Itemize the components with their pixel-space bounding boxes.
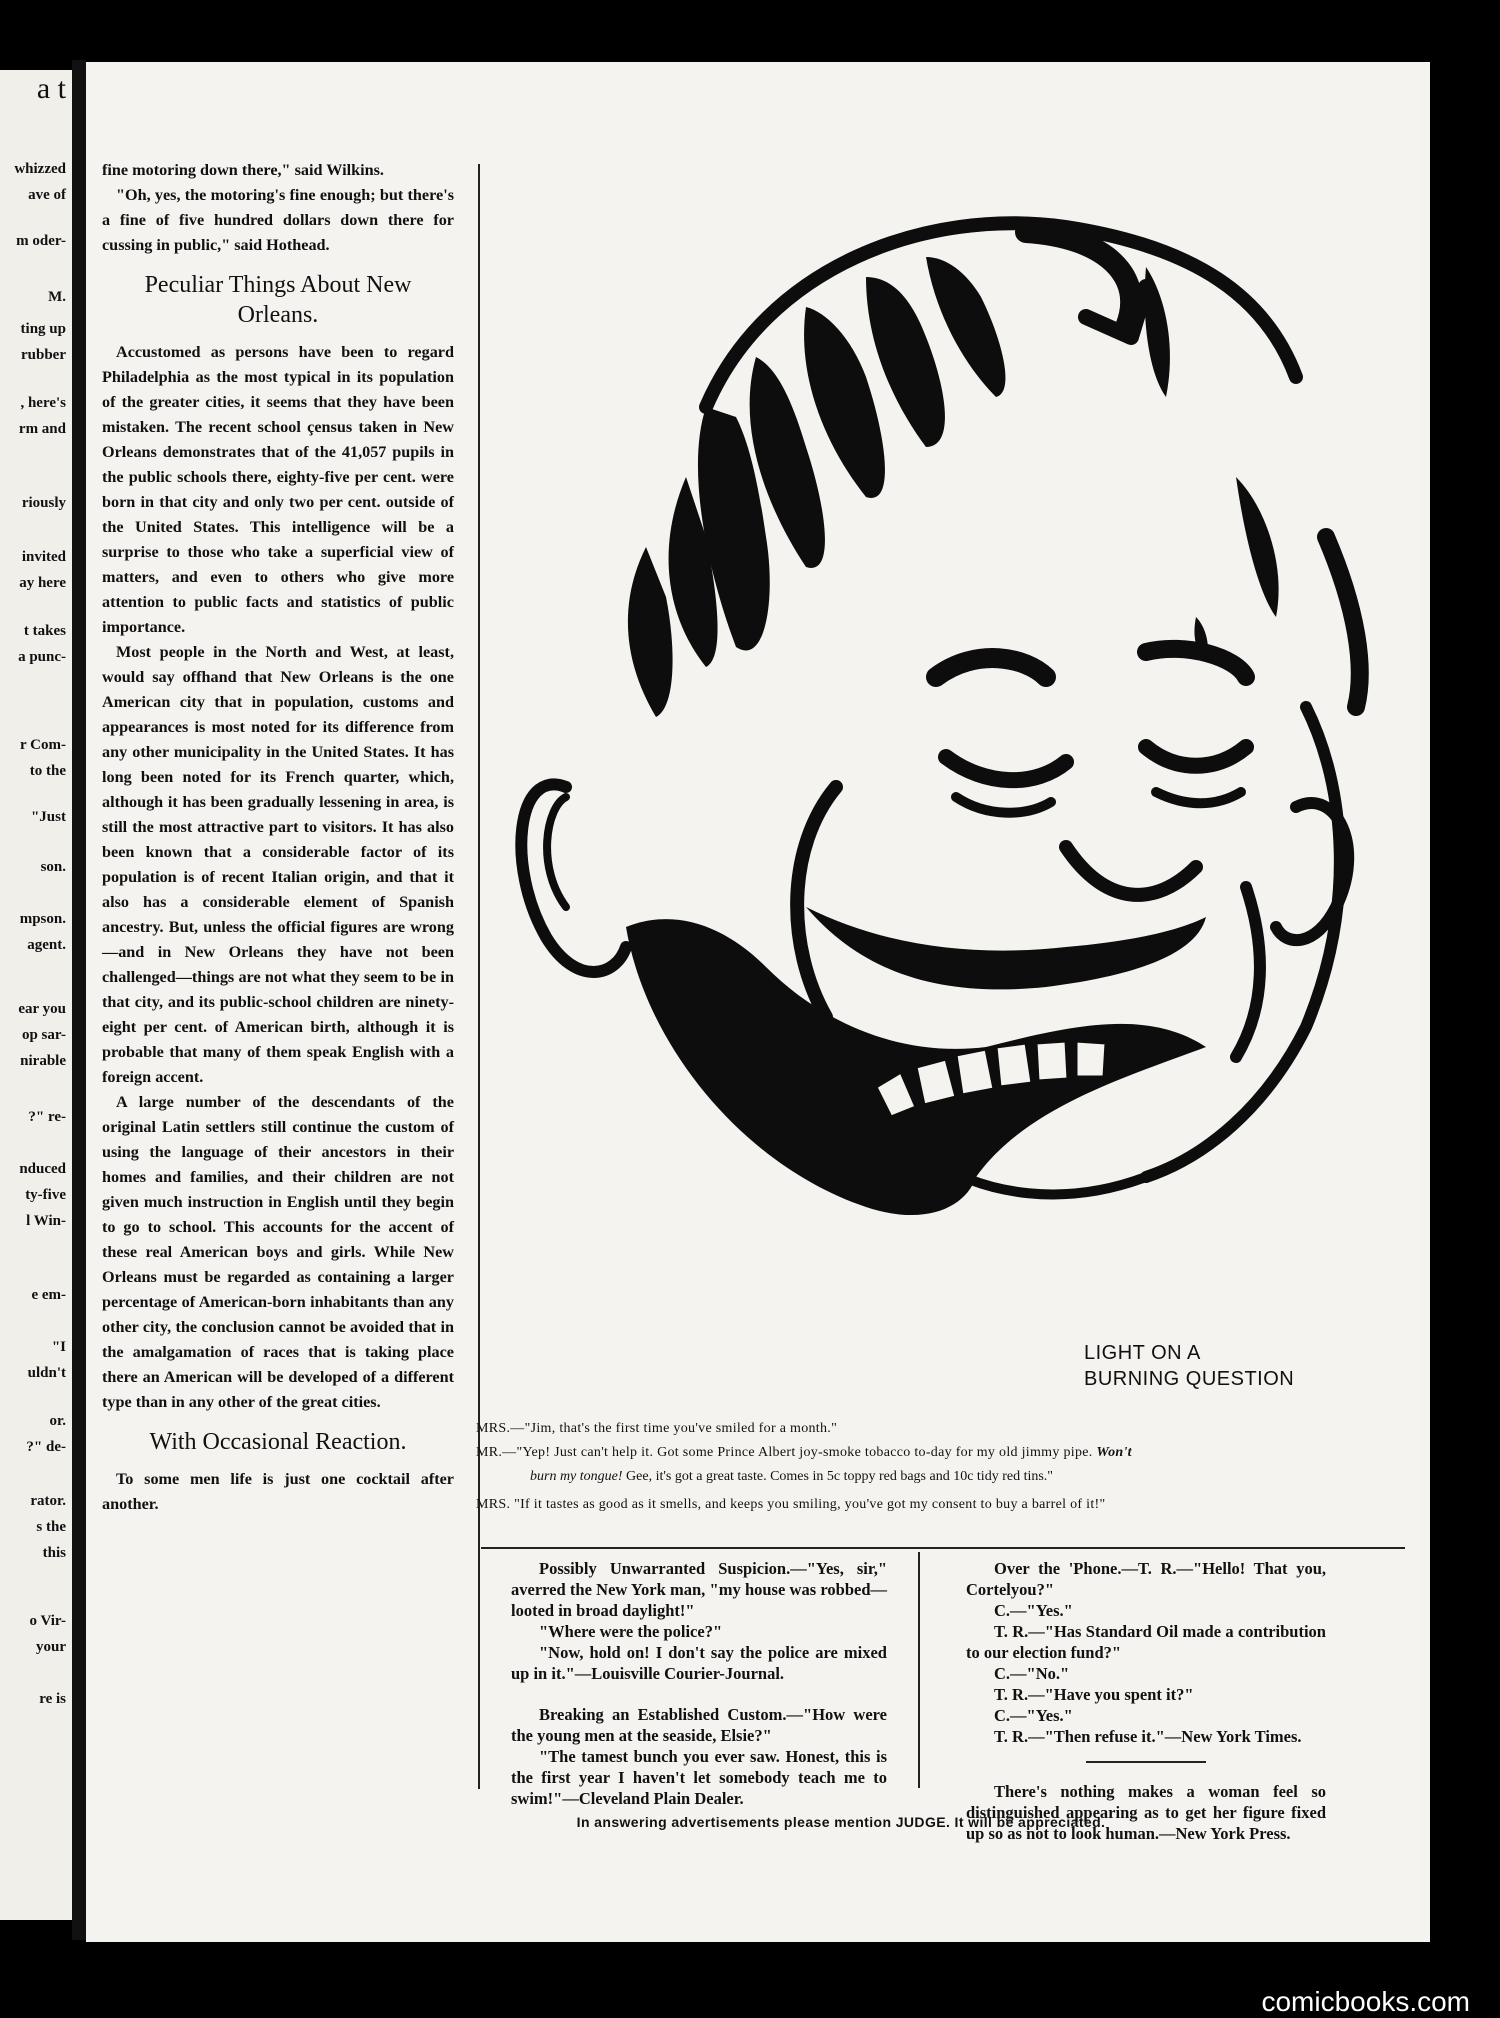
facing-page-fragment-line: t takes bbox=[23, 623, 66, 639]
joke-custom-p2: "The tamest bunch you ever saw. Honest, this is the first year I haven't let somebody teach me to swim!"—Cleveland Plain Dealer. bbox=[511, 1747, 887, 1808]
facing-page-fragment-line: or. bbox=[49, 1413, 66, 1429]
facing-page-fragment-line: son. bbox=[40, 859, 66, 875]
magazine-page bbox=[86, 62, 1430, 1942]
ad-line-4: MRS. "If it tastes as good as it smells, and keeps you smiling, you've got my consent to buy a barrel of it!" bbox=[476, 1497, 1106, 1512]
left-text-column bbox=[102, 158, 454, 1517]
joke-suspicion-p2: "Where were the police?" bbox=[539, 1622, 723, 1641]
paragraph-2: Most people in the North and West, at least, would say offhand that New Orleans is the one American city that in population, customs and appearances is most noted for its difference from any other municipality in the United States. It has long been noted for its French quarter, which, although it has been gradually lessening in area, is still the most attractive part to visitors. It has also been known that a considerable factor of its population is of recent Italian origin, and that it also has a considerable element of Spanish ancestry. But, unless the official figures are wrong—and in New Orleans they have not been challenged—things are not what they seem to be in that city, and its public-school children are ninety-eight per cent. of American birth, although it is probable that many of them speak English with a foreign accent. bbox=[102, 643, 454, 1086]
facing-page-fragment-line: o Vir- bbox=[29, 1613, 66, 1629]
cartoon-caption-line-2: BURNING QUESTION bbox=[1084, 1368, 1295, 1390]
joke-phone-p3: T. R.—"Has Standard Oil made a contribution to our election fund?" bbox=[966, 1622, 1326, 1662]
facing-page-fragment-line: invited bbox=[21, 549, 66, 565]
short-divider bbox=[1086, 1761, 1206, 1763]
facing-page-fragment-line: rubber bbox=[21, 347, 66, 363]
facing-page-fragment-line: ?" de- bbox=[26, 1439, 66, 1455]
facing-page-fragment-line: rator. bbox=[30, 1493, 66, 1509]
facing-page-fragment-line: mpson. bbox=[19, 911, 66, 927]
cartoon-caption bbox=[1084, 1340, 1294, 1392]
joke-phone-p7: T. R.—"Then refuse it."—New York Times. bbox=[994, 1727, 1302, 1746]
paragraph-1: Accustomed as persons have been to regard Philadelphia as the most typical in its population of the greater cities, it seems that they have been mistaken. The recent school çensus taken in New Orleans demonstrates that of the 41,057 pupils in the public schools there, eighty-five per cent. were born in that city and only two per cent. outside of the United States. This intelligence will be a surprise to those who take a superficial view of matters, and even to others who give more attention to public facts and statistics of public importance. bbox=[102, 343, 454, 636]
joke-suspicion-p1: Possibly Unwarranted Suspicion.—"Yes, sir," averred the New York man, "my house was robbed—looted in broad daylight!" bbox=[511, 1559, 887, 1620]
facing-page-fragment-line: "Just bbox=[30, 809, 66, 825]
ad-line-3 bbox=[476, 1465, 1406, 1489]
facing-page-fragment-line: to the bbox=[29, 763, 66, 779]
facing-page-fragment-line: nduced bbox=[19, 1161, 66, 1177]
facing-page-fragment-line: l Win- bbox=[26, 1213, 66, 1229]
facing-page-fragment-line: ay here bbox=[19, 575, 66, 591]
heading-new-orleans: Peculiar Things About New Orleans. bbox=[144, 272, 412, 328]
facing-page-fragment-line: ave of bbox=[28, 187, 66, 203]
facing-page-fragment-line: m oder- bbox=[16, 233, 66, 249]
column-divider bbox=[478, 164, 480, 1789]
facing-page-fragment-line: nirable bbox=[20, 1053, 66, 1069]
joke-custom-p1: Breaking an Established Custom.—"How were the young men at the seaside, Elsie?" bbox=[511, 1705, 887, 1745]
facing-page-fragment-line: s the bbox=[36, 1519, 66, 1535]
jokes-left-column bbox=[511, 1552, 887, 1809]
horizontal-divider bbox=[481, 1547, 1405, 1549]
footer-notice: In answering advertisements please mention JUDGE. It will be appreciated. bbox=[576, 1814, 1106, 1830]
jokes-right-column bbox=[966, 1552, 1326, 1844]
facing-page-fragment-line: your bbox=[36, 1639, 66, 1655]
intro-line-1: fine motoring down there," said Wilkins. bbox=[102, 161, 384, 179]
ad-line-2-italic: Won't bbox=[1096, 1445, 1132, 1460]
facing-page-fragment-line: M. bbox=[48, 289, 66, 305]
cartoon-laughing-face-illustration bbox=[506, 147, 1406, 1407]
facing-page-fragment-line: , here's bbox=[20, 395, 66, 411]
heading-occasional-reaction: With Occasional Reaction. bbox=[149, 1429, 407, 1455]
facing-page-fragment-line: this bbox=[42, 1545, 66, 1561]
prince-albert-advertisement bbox=[476, 1417, 1406, 1517]
ad-line-2-text: MR.—"Yep! Just can't help it. Got some Prince Albert joy-smoke tobacco to-day for my old jimmy pipe. bbox=[476, 1445, 1093, 1460]
facing-page-fragment-line: a punc- bbox=[18, 649, 66, 665]
ad-line-3-italic: burn my tongue! bbox=[530, 1469, 623, 1484]
facing-page-fragment-line: "I bbox=[51, 1339, 66, 1355]
ad-line-2 bbox=[476, 1441, 1406, 1465]
joke-phone-p2: C.—"Yes." bbox=[994, 1601, 1073, 1620]
facing-page-fragment-line: rm and bbox=[18, 421, 66, 437]
paragraph-4: To some men life is just one cocktail after another. bbox=[102, 1470, 454, 1513]
paragraph-3: A large number of the descendants of the original Latin settlers still continue the custom of using the language of their ancestors in their homes and families, and their children are not given much instruction in English until they begin to go to school. This accounts for the accent of these real American boys and girls. While New Orleans must be regarded as containing a larger percentage of American-born inhabitants than any other city, the conclusion cannot be avoided that in the amalgamation of races that is taking place there an American will be developed of a different type than in any other of the great cities. bbox=[102, 1093, 454, 1411]
facing-page-fragment-line: op sar- bbox=[21, 1027, 66, 1043]
facing-page-fragment-line: re is bbox=[39, 1691, 66, 1707]
facing-page-fragment-line: uldn't bbox=[27, 1365, 66, 1381]
joke-phone-p6: C.—"Yes." bbox=[994, 1706, 1073, 1725]
facing-page-fragment-line: ting up bbox=[20, 321, 66, 337]
facing-page-fragment bbox=[0, 70, 72, 1920]
facing-page-fragment-line: riously bbox=[21, 495, 66, 511]
ad-line-1: MRS.—"Jim, that's the first time you've smiled for a month." bbox=[476, 1421, 838, 1436]
facing-page-fragment-line: ty-five bbox=[25, 1187, 66, 1203]
facing-page-fragment-line: e em- bbox=[31, 1287, 66, 1303]
facing-page-fragment-line: agent. bbox=[27, 937, 66, 953]
facing-page-fragment-line: whizzed bbox=[14, 161, 66, 177]
page-gutter bbox=[72, 60, 86, 1940]
cartoon-caption-line-1: LIGHT ON A bbox=[1084, 1342, 1201, 1364]
ad-line-3-text: Gee, it's got a great taste. Comes in 5c toppy red bags and 10c tidy red tins." bbox=[622, 1469, 1054, 1484]
facing-page-fragment-line: r Com- bbox=[20, 737, 66, 753]
joke-phone-p5: T. R.—"Have you spent it?" bbox=[994, 1685, 1194, 1704]
facing-page-fragment-line: a t bbox=[36, 72, 66, 105]
intro-line-2: "Oh, yes, the motoring's fine enough; but there's a fine of five hundred dollars down there for cussing in public," said Hothead. bbox=[102, 186, 454, 254]
watermark-text: comicbooks.com bbox=[1261, 1986, 1470, 2017]
jokes-column-divider bbox=[918, 1552, 920, 1788]
joke-phone-p4: C.—"No." bbox=[994, 1664, 1070, 1683]
facing-page-fragment-line: ?" re- bbox=[28, 1109, 66, 1125]
joke-phone-p1: Over the 'Phone.—T. R.—"Hello! That you, Cortelyou?" bbox=[966, 1559, 1326, 1599]
joke-woman-p1: There's nothing makes a woman feel so distinguished appearing as to get her figure fixed up so as not to look human.—New York Press. bbox=[966, 1782, 1326, 1843]
joke-suspicion-p3: "Now, hold on! I don't say the police are mixed up in it."—Louisville Courier-Journal. bbox=[511, 1643, 887, 1683]
facing-page-fragment-line: ear you bbox=[18, 1001, 66, 1017]
